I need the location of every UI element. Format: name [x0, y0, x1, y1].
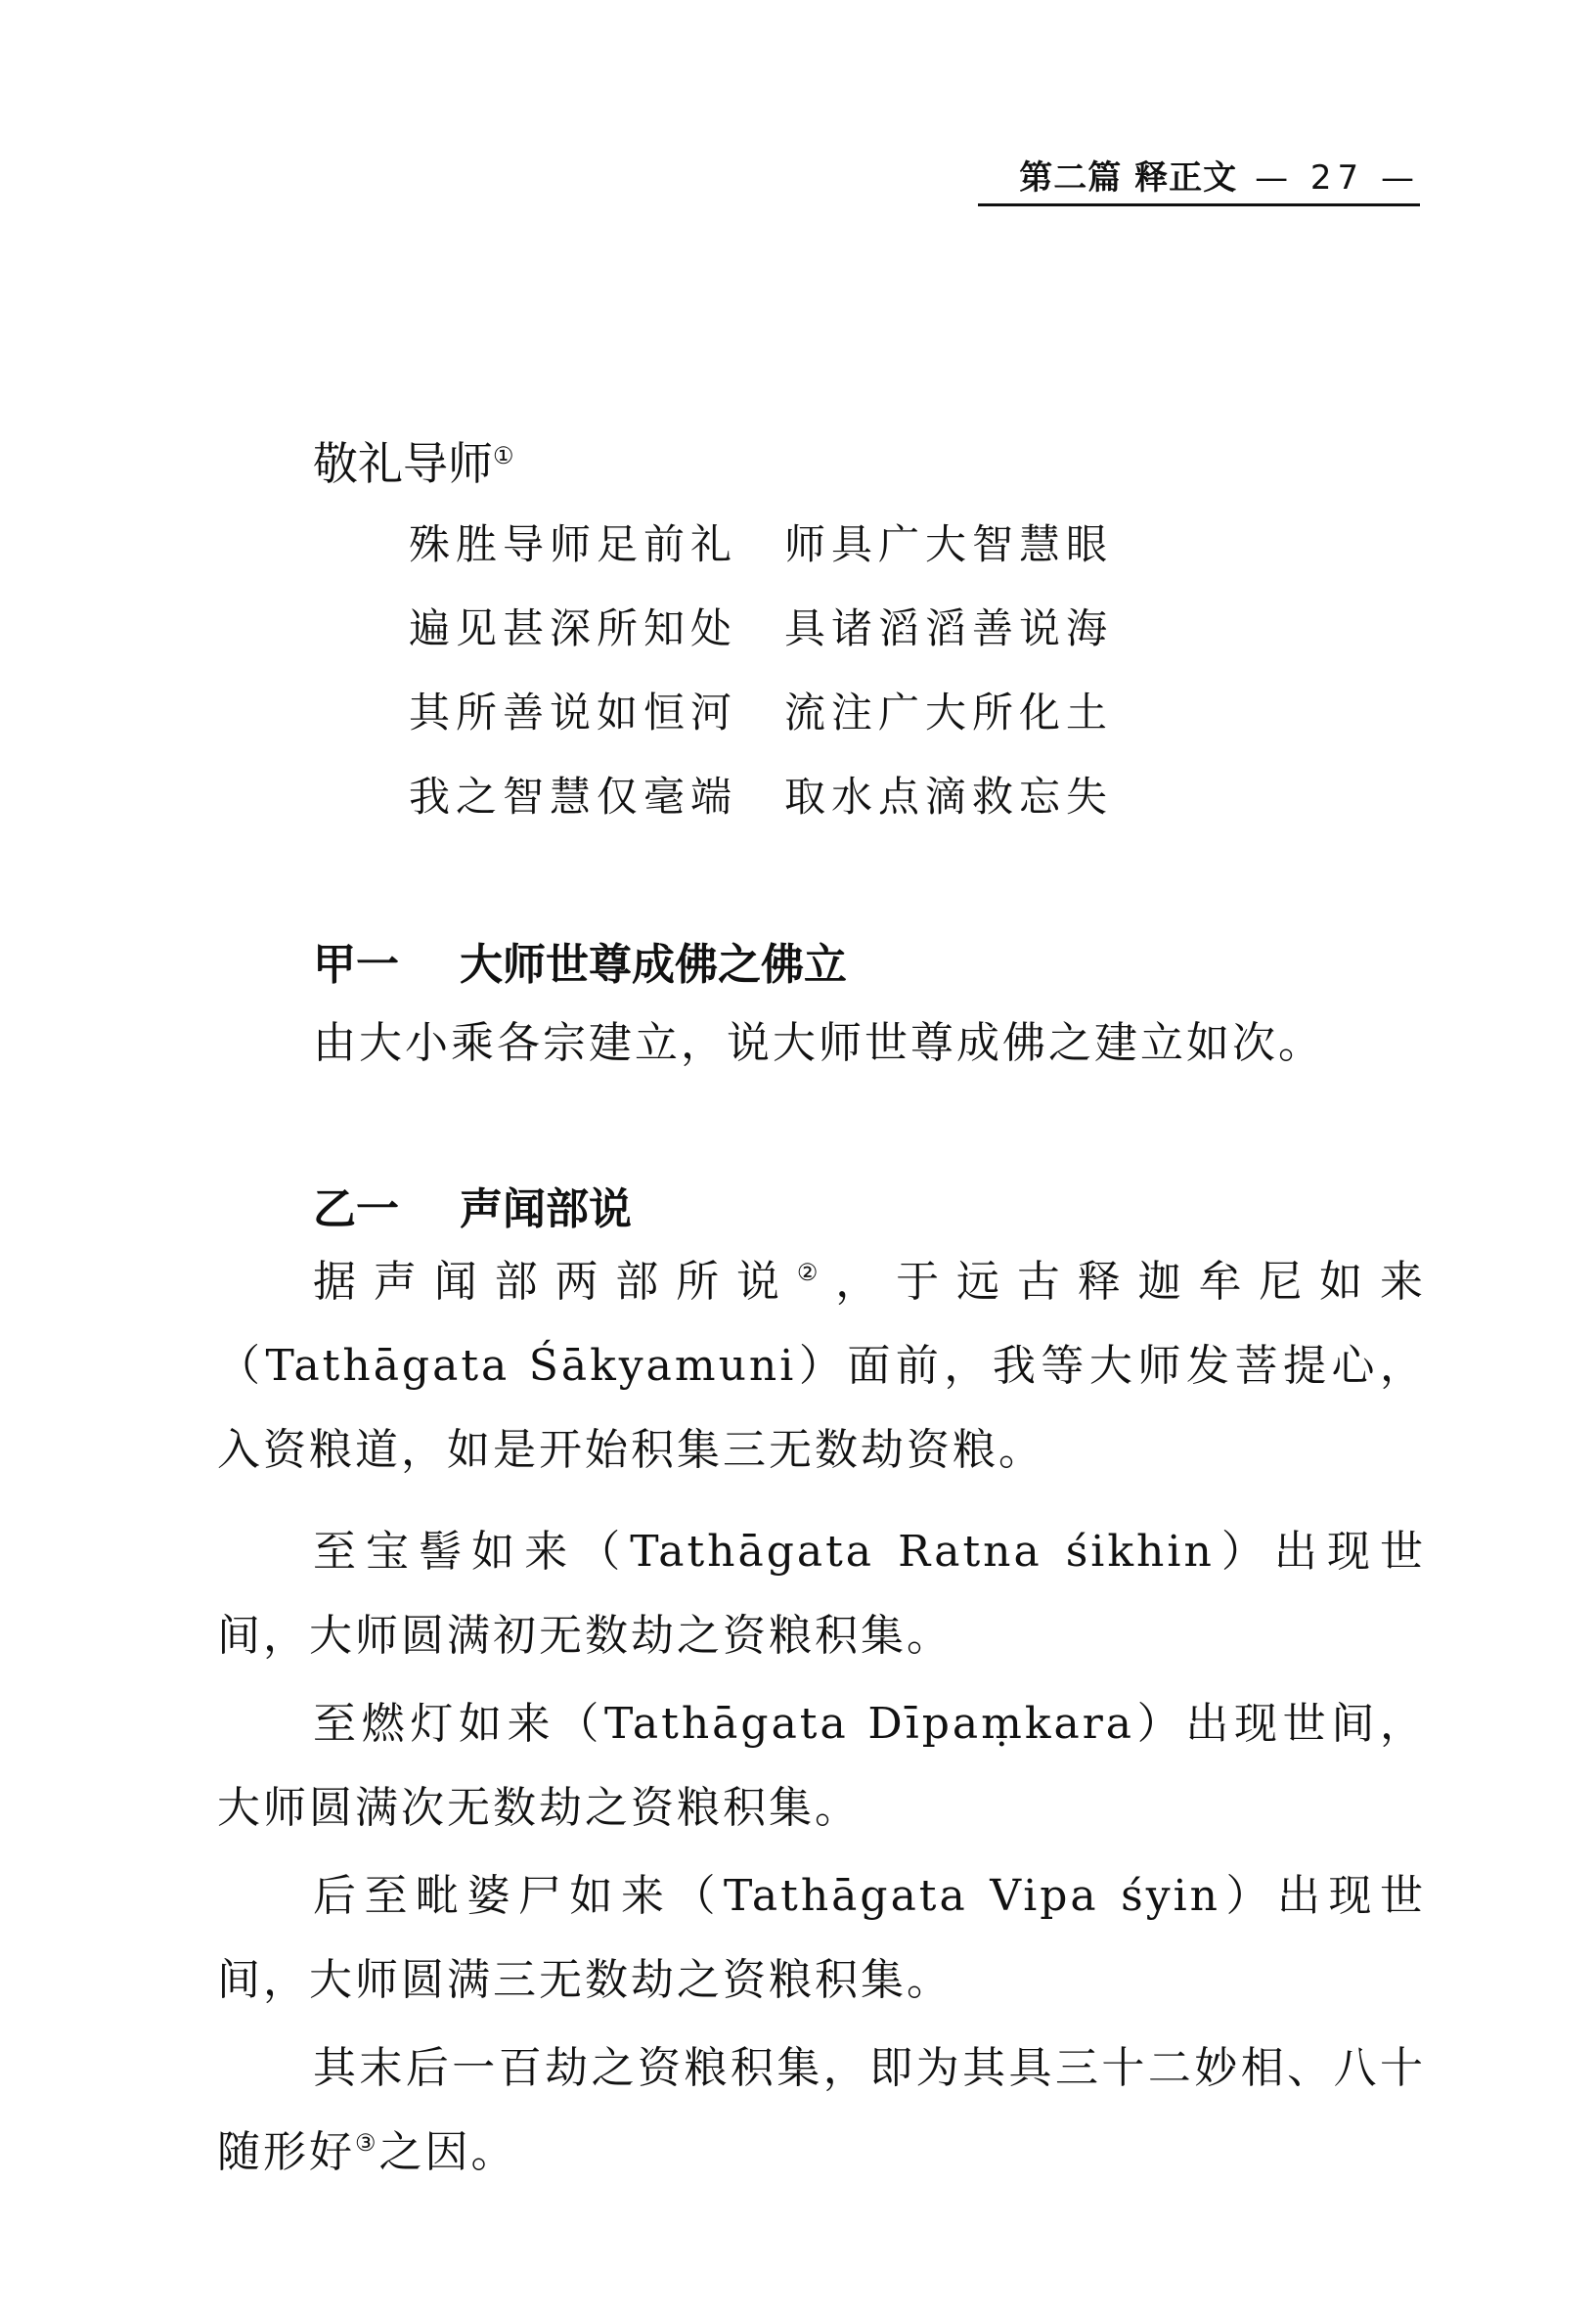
verse-left: 殊胜导师足前礼: [409, 520, 738, 568]
chapter-title: 第二篇 释正文: [1019, 158, 1238, 198]
paragraph-text: 之因。: [378, 2127, 517, 2177]
verse-left: 遍见甚深所知处: [409, 604, 738, 652]
section-number: 乙一: [313, 1184, 399, 1234]
homage-title: [313, 428, 514, 493]
paragraph: 至燃灯如来（Tathāgata Dīpaṃkara）出现世间，大师圆满次无数劫之资粮积集。: [217, 1699, 1426, 1833]
verse-right: 师具广大智慧眼: [784, 520, 1114, 568]
homage-title-text: 敬礼导师: [313, 437, 493, 490]
paragraph-text: 其末后一百劫之资粮积集，即为其具三十二妙相、八十随形好: [217, 2043, 1426, 2177]
section-title: 大师世尊成佛之佛立: [460, 940, 847, 990]
section-title: 声闻部说: [460, 1184, 632, 1234]
footnote-marker: ③: [355, 2129, 379, 2157]
paragraph-text: 据声闻部两部所说: [313, 1257, 797, 1307]
page-number: — 27 —: [1255, 158, 1420, 198]
verse-left: 我之智慧仅毫端: [409, 773, 738, 821]
paragraph: 后至毗婆尸如来（Tathāgata Vipa śyin）出现世间，大师圆满三无数劫之资粮积集。: [217, 1871, 1426, 2005]
footnote-marker: ②: [796, 1259, 836, 1286]
verse-line: [409, 597, 1113, 655]
verse-line: [409, 765, 1113, 824]
paragraph-text: ，于远古释迦牟尼如来（Tathāgata Śākyamuni）面前，我等大师发菩提心，入资粮道，如是开始积集三无数劫资粮。: [217, 1257, 1427, 1475]
verse-right: 取水点滴救忘失: [784, 773, 1114, 821]
verse-right: 具诸滔滔善说海: [784, 604, 1114, 652]
verse-right: 流注广大所化土: [784, 689, 1114, 736]
verse-line: [409, 681, 1113, 739]
paragraph: 至宝髻如来（Tathāgata Ratna śikhin）出现世间，大师圆满初无数劫之资粮积集。: [217, 1527, 1426, 1661]
paragraph: [217, 1240, 1426, 1493]
running-header: [978, 156, 1420, 206]
section-heading-2: [313, 1174, 632, 1236]
verse-left: 其所善说如恒河: [409, 689, 738, 736]
section-heading-1: [313, 929, 847, 992]
section-1-text: 由大小乘各宗建立，说大师世尊成佛之建立如次。: [313, 1018, 1324, 1068]
section-number: 甲一: [313, 940, 399, 990]
verse-line: [409, 512, 1113, 571]
paragraph: [217, 2027, 1426, 2195]
footnote-marker: ①: [493, 442, 514, 469]
